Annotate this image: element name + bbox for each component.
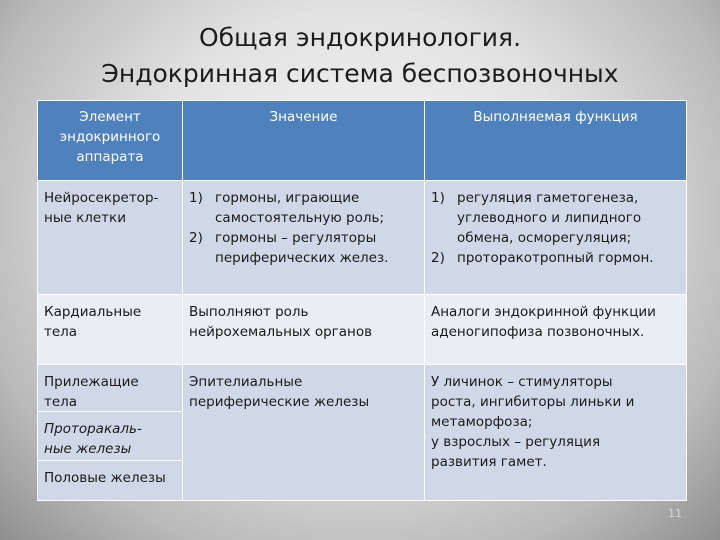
list-item: 1) регуляция гаметогенеза, углеводного и липидного обмена, осморегуляция; <box>431 190 642 246</box>
slide-title-line1: Общая эндокринология. <box>198 23 522 52</box>
header-element: Элемент эндокринного аппарата <box>38 101 183 181</box>
cell-element-corpora-allata: Прилежащие тела <box>38 365 182 412</box>
cell-element-gonads: Половые железы <box>44 470 166 486</box>
header-meaning: Значение <box>183 101 425 181</box>
cell-meaning-neurosecretory <box>183 181 425 295</box>
cell-function-neurosecretory <box>425 181 687 295</box>
table-row <box>38 295 687 365</box>
cell-meaning-group: Эпителиальные периферические железы <box>183 365 425 501</box>
page-number: 11 <box>668 507 682 520</box>
cell-element-neurosecretory: Нейросекретор- ные клетки <box>38 181 183 295</box>
cell-element-prothoracic: Проторакаль- ные железы <box>38 412 182 461</box>
list-item: 2) гормоны – регуляторы периферических желез. <box>189 230 389 266</box>
cell-element-cardiac: Кардиальные тела <box>38 295 183 365</box>
header-function: Выполняемая функция <box>425 101 687 181</box>
table-row <box>38 365 687 501</box>
cell-function-cardiac: Аналоги эндокринной функции аденогипофиза позвоночных. <box>425 295 687 365</box>
endocrine-table <box>37 100 687 501</box>
slide-title-line2: Эндокринная система беспозвоночных <box>101 59 619 88</box>
cell-function-group: У личинок – стимуляторы роста, ингибиторы линьки и метаморфоза; у взрослых – регуляция развития гамет. <box>425 365 687 501</box>
list-item: 2) проторакотропный гормон. <box>431 250 654 266</box>
list-item: 1) гормоны, играющие самостоятельную роль; <box>189 190 384 226</box>
table-header-row <box>38 101 687 181</box>
cell-element-group <box>38 365 183 501</box>
slide-title <box>0 20 720 92</box>
table-row <box>38 181 687 295</box>
cell-meaning-cardiac: Выполняют роль нейрохемальных органов <box>183 295 425 365</box>
